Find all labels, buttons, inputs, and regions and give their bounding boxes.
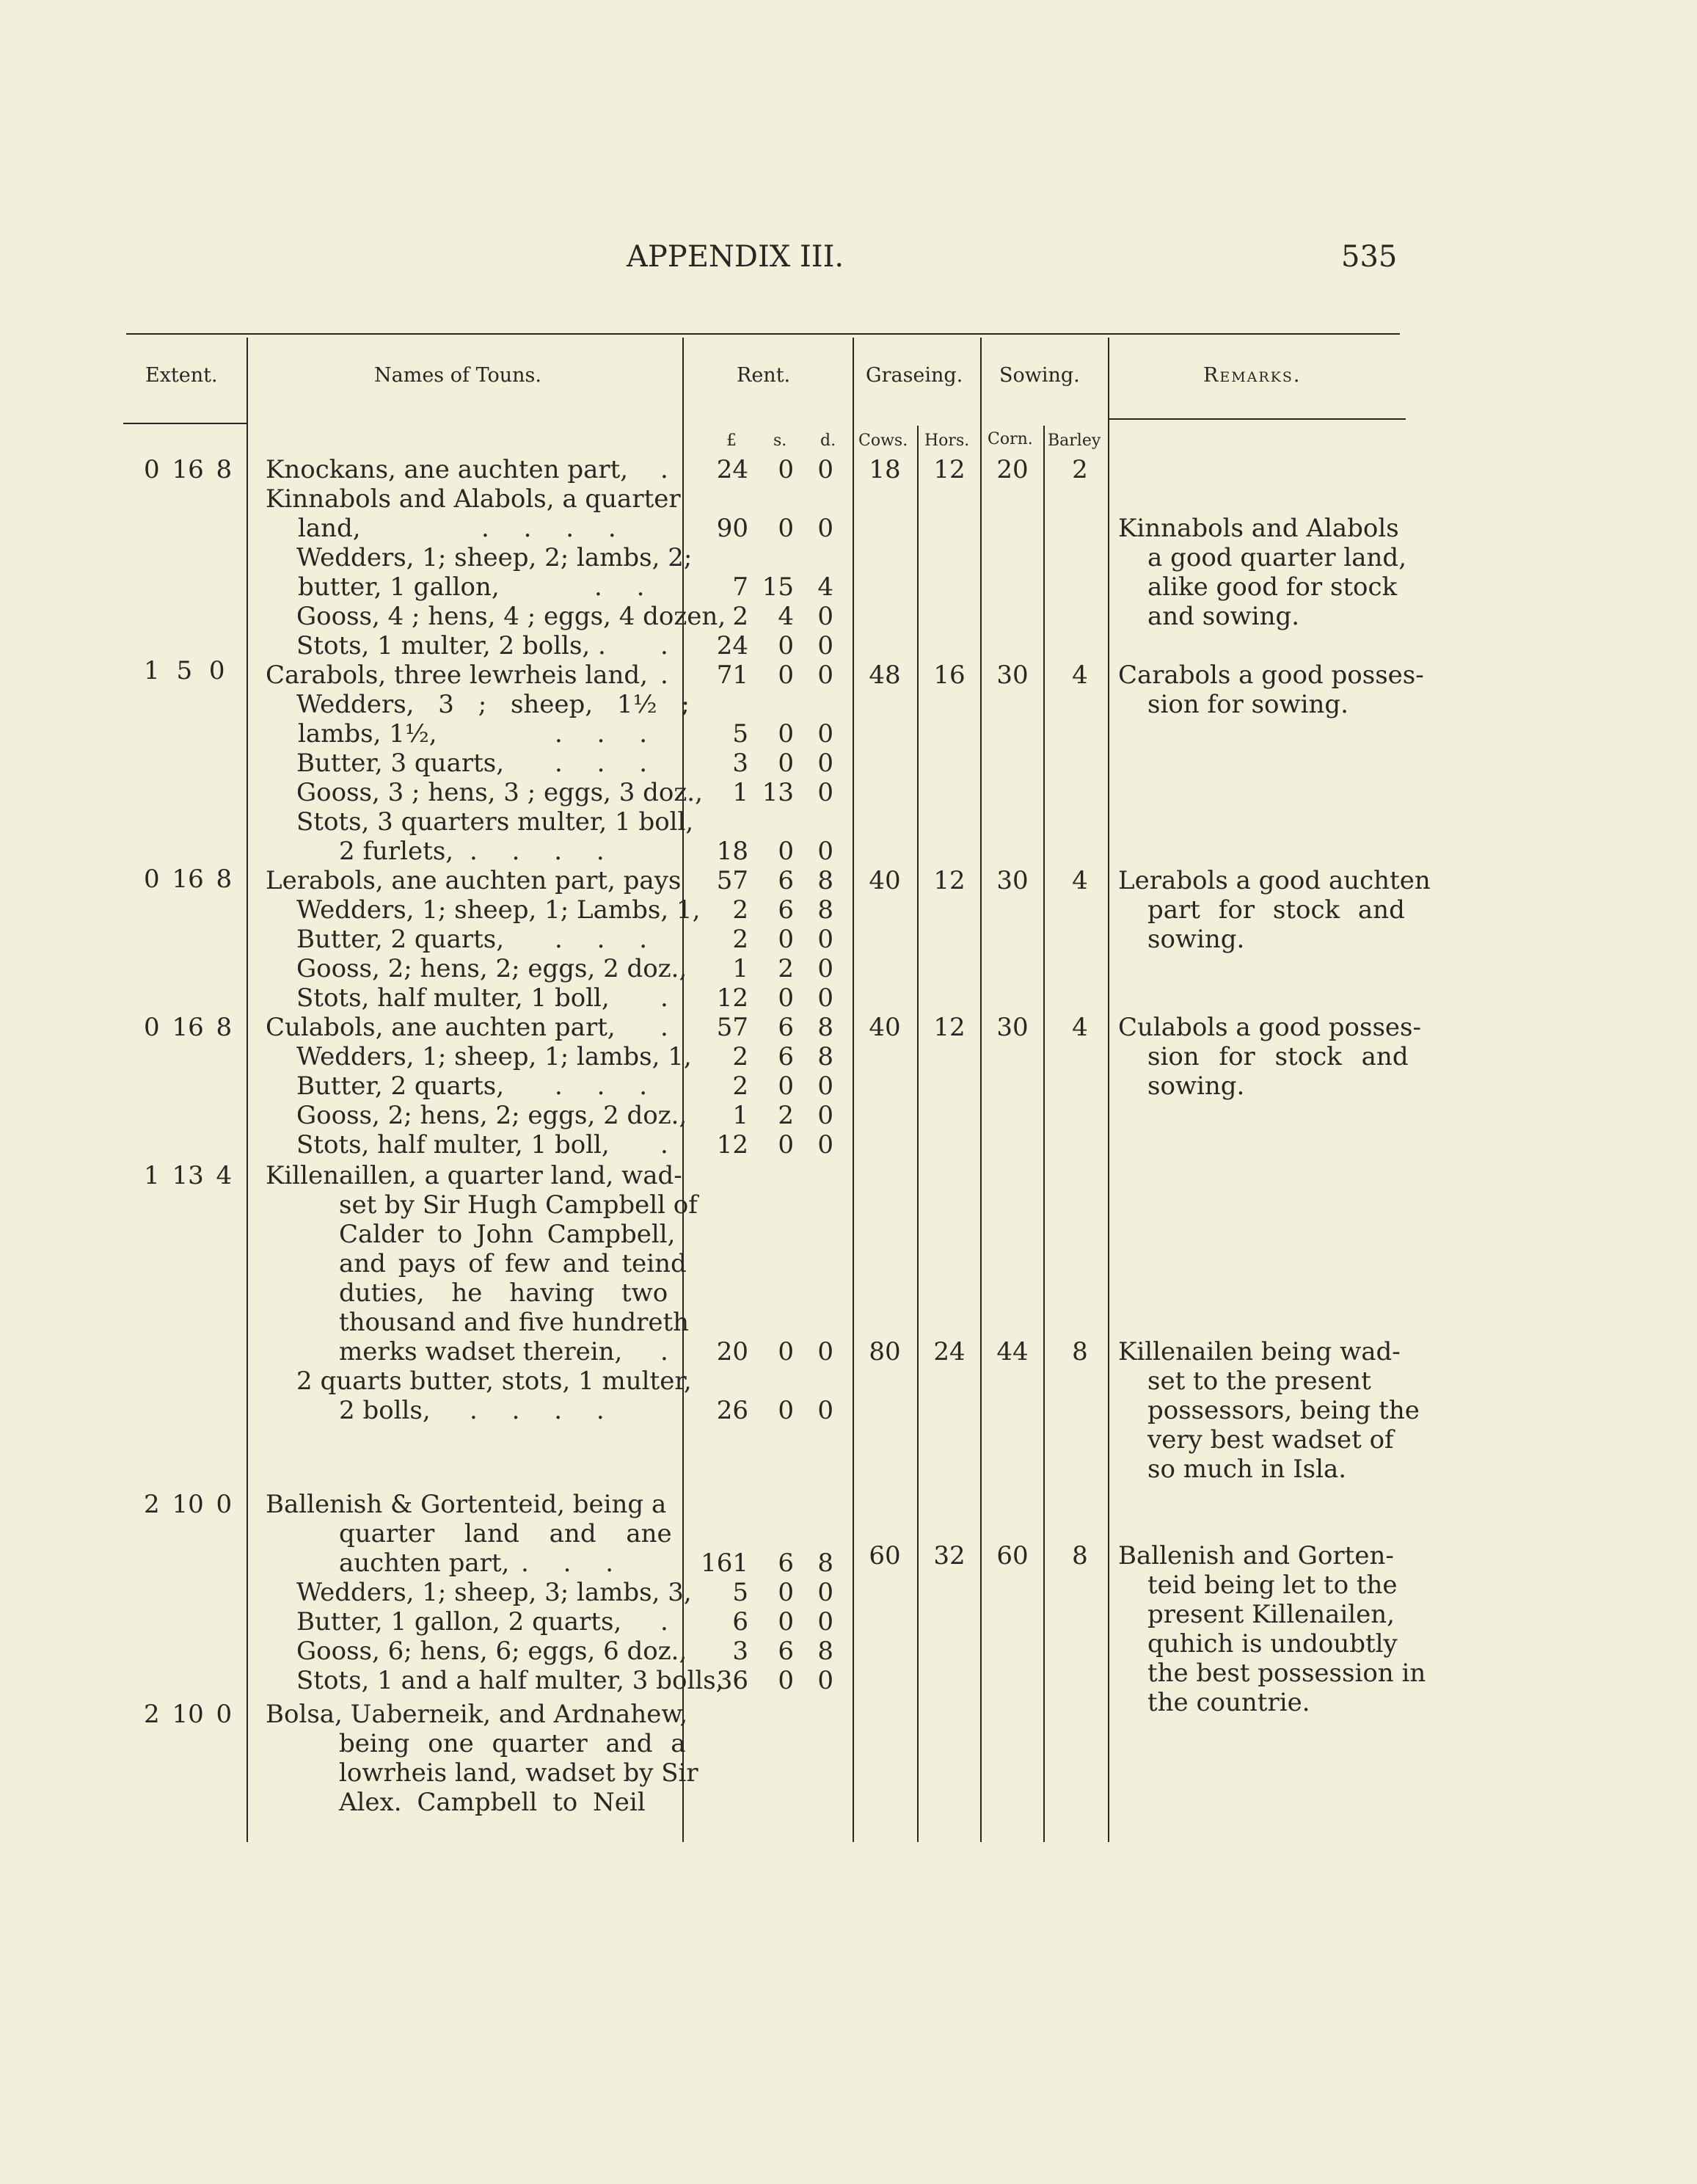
toun-line: Gooss, 6; hens, 6; eggs, 6 doz.,: [296, 1637, 687, 1666]
corn-sown: 20: [996, 455, 1029, 484]
rent-pounds: 71: [716, 660, 748, 690]
toun-line: Wedders, 3 ; sheep, 1½ ;: [296, 690, 690, 719]
rent-pounds: 90: [716, 514, 748, 543]
remark-line: very best wadset of: [1147, 1425, 1394, 1455]
toun-line: Calder to John Campbell,: [339, 1220, 676, 1249]
extent-value: 0 16 8: [144, 455, 233, 484]
rent-pence: 8: [817, 895, 833, 925]
rent-pounds: 18: [716, 837, 748, 866]
rent-pounds: 6: [732, 1607, 748, 1637]
rent-shillings: 6: [778, 1548, 794, 1578]
rent-pence: 0: [817, 631, 833, 660]
toun-line: 2 quarts butter, stots, 1 multer,: [296, 1366, 692, 1396]
rent-pounds: 20: [716, 1337, 748, 1366]
dot-leader: .: [660, 1130, 682, 1160]
dot-leader: .: [660, 1607, 682, 1637]
rent-shillings: 6: [778, 1042, 794, 1071]
remark-line: the best possession in: [1147, 1659, 1426, 1688]
toun-line: duties, he having two: [339, 1278, 668, 1308]
page-number: 535: [1341, 240, 1398, 274]
toun-line: Stots, half multer, 1 boll,: [296, 983, 610, 1013]
toun-line: Gooss, 2; hens, 2; eggs, 2 doz.,: [296, 954, 687, 983]
rent-pence: 0: [817, 925, 833, 954]
subheading-hors: Hors.: [924, 432, 970, 450]
rent-shillings: 0: [778, 631, 794, 660]
dot-leader: . . .: [555, 925, 661, 954]
toun-line: Butter, 2 quarts,: [296, 925, 505, 954]
rent-pence: 0: [817, 1578, 833, 1607]
remark-line: a good quarter land,: [1147, 543, 1406, 572]
dot-leader: .: [660, 1337, 682, 1366]
corn-sown: 30: [996, 660, 1029, 690]
rent-shillings: 0: [778, 1607, 794, 1637]
toun-line: Carabols, three lewrheis land,: [266, 660, 648, 690]
corn-sown: 30: [996, 866, 1029, 895]
remark-line: quhich is undoubtly: [1147, 1629, 1398, 1659]
rent-pence: 8: [817, 1013, 833, 1042]
extent-value: 0 16 8: [144, 864, 233, 894]
barley-sown: 4: [1072, 660, 1088, 690]
header-bottom-rule-left: [123, 423, 248, 424]
rent-shillings: 0: [778, 514, 794, 543]
column-divider-sowing: [1108, 338, 1109, 1842]
rent-pounds: 2: [732, 925, 748, 954]
remark-line: teid being let to the: [1147, 1570, 1398, 1600]
toun-line: set by Sir Hugh Campbell of: [339, 1190, 698, 1220]
remark-line: the countrie.: [1147, 1688, 1310, 1717]
toun-line: Stots, 1 and a half multer, 3 bolls,: [296, 1666, 724, 1695]
corn-sown: 30: [996, 1013, 1029, 1042]
toun-line: Stots, half multer, 1 boll,: [296, 1130, 610, 1160]
toun-line: Butter, 2 quarts,: [296, 1071, 505, 1101]
remark-line: sowing.: [1147, 925, 1245, 954]
dot-leader: .: [660, 660, 682, 690]
horses-count: 16: [933, 660, 966, 690]
remark-line: set to the present: [1147, 1366, 1371, 1396]
remark-line: Kinnabols and Alabols: [1118, 514, 1399, 543]
rent-pence: 0: [817, 983, 833, 1013]
toun-line: lambs, 1½,: [298, 719, 437, 749]
remark-line: sion for sowing.: [1147, 690, 1349, 719]
rent-pence: 0: [817, 1666, 833, 1695]
barley-sown: 4: [1072, 866, 1088, 895]
toun-line: 2 bolls,: [339, 1396, 431, 1425]
rent-pence: 0: [817, 514, 833, 543]
extent-value: 1 13 4: [144, 1161, 233, 1190]
toun-line: Wedders, 1; sheep, 3; lambs, 3,: [296, 1578, 692, 1607]
rent-pounds: 5: [732, 719, 748, 749]
dot-leader: .: [660, 1013, 682, 1042]
extent-value: 1 5 0: [144, 656, 225, 685]
rent-pounds: 12: [716, 983, 748, 1013]
toun-line: Wedders, 1; sheep, 2; lambs, 2;: [296, 543, 693, 572]
column-divider-rent: [853, 338, 854, 1842]
rent-pence: 8: [817, 866, 833, 895]
rent-pence: 8: [817, 1548, 833, 1578]
rent-pence: 0: [817, 1337, 833, 1366]
horses-count: 12: [933, 1013, 966, 1042]
rent-pounds: 7: [732, 572, 748, 602]
rent-pounds: 2: [732, 895, 748, 925]
rent-shillings: 0: [778, 1337, 794, 1366]
corn-sown: 60: [996, 1541, 1029, 1570]
toun-line: Gooss, 4 ; hens, 4 ; eggs, 4 dozen,: [296, 602, 726, 631]
dot-leader: . . .: [555, 719, 661, 749]
cows-count: 60: [869, 1541, 901, 1570]
extent-value: 2 10 0: [144, 1700, 233, 1729]
remark-line: Carabols a good posses-: [1118, 660, 1424, 690]
remark-line: Lerabols a good auchten: [1118, 866, 1431, 895]
toun-line: Killenaillen, a quarter land, wad-: [266, 1161, 682, 1190]
dot-leader: .: [660, 455, 682, 484]
rent-pounds: 1: [732, 1101, 748, 1130]
horses-count: 12: [933, 455, 966, 484]
cows-count: 40: [869, 1013, 901, 1042]
horses-count: 24: [933, 1337, 966, 1366]
rent-shillings: 15: [762, 572, 794, 602]
rent-pence: 0: [817, 837, 833, 866]
rent-pence: 0: [817, 1130, 833, 1160]
remark-line: part for stock and: [1147, 895, 1405, 925]
toun-line: thousand and five hundreth: [339, 1308, 690, 1337]
rent-pounds: 3: [732, 1637, 748, 1666]
dot-leader: . . . .: [481, 514, 629, 543]
rent-shillings: 6: [778, 1013, 794, 1042]
toun-line: auchten part,: [339, 1548, 510, 1578]
toun-line: Culabols, ane auchten part,: [266, 1013, 616, 1042]
running-title: APPENDIX III.: [627, 240, 844, 274]
rent-pence: 0: [817, 1101, 833, 1130]
rent-pence: 0: [817, 954, 833, 983]
remark-line: present Killenailen,: [1147, 1600, 1395, 1629]
toun-line: merks wadset therein,: [339, 1337, 623, 1366]
cows-count: 18: [869, 455, 901, 484]
rent-pence: 0: [817, 455, 833, 484]
dot-leader: . . . .: [470, 1396, 618, 1425]
rent-shillings: 0: [778, 1666, 794, 1695]
rent-pence: 8: [817, 1042, 833, 1071]
remark-line: possessors, being the: [1147, 1396, 1420, 1425]
rent-shillings: 0: [778, 925, 794, 954]
column-divider-extent: [247, 338, 248, 1842]
rent-pounds: 5: [732, 1578, 748, 1607]
rent-shillings: 6: [778, 866, 794, 895]
rent-pounds: 1: [732, 778, 748, 807]
barley-sown: 4: [1072, 1013, 1088, 1042]
subheading-corn: Corn.: [988, 430, 1033, 448]
barley-sown: 8: [1072, 1541, 1088, 1570]
toun-line: Ballenish & Gortenteid, being a: [266, 1490, 667, 1519]
remark-line: sion for stock and: [1147, 1042, 1409, 1071]
rent-pence: 0: [817, 660, 833, 690]
rent-pounds: 24: [716, 455, 748, 484]
rent-pounds: 57: [716, 1013, 748, 1042]
rent-shillings: 0: [778, 660, 794, 690]
rent-pounds: 2: [732, 602, 748, 631]
toun-line: land,: [298, 514, 361, 543]
rent-shillings: 0: [778, 719, 794, 749]
rent-pounds: 57: [716, 866, 748, 895]
remark-line: sowing.: [1147, 1071, 1245, 1101]
column-divider-graseing: [980, 338, 982, 1842]
cows-count: 48: [869, 660, 901, 690]
rent-shillings: 0: [778, 1130, 794, 1160]
rent-pounds: 161: [701, 1548, 748, 1578]
heading-sowing: Sowing.: [999, 364, 1080, 387]
dot-leader: . . .: [521, 1548, 627, 1578]
heading-graseing: Graseing.: [866, 364, 963, 387]
rent-shillings: 6: [778, 1637, 794, 1666]
rent-shillings: 2: [778, 1101, 794, 1130]
rent-shillings: 6: [778, 895, 794, 925]
column-divider-corn: [1043, 426, 1045, 1842]
rent-shillings: 0: [778, 749, 794, 778]
rent-pence: 0: [817, 749, 833, 778]
dot-leader: .: [660, 631, 682, 660]
subheading-barley: Barley: [1048, 432, 1101, 450]
toun-line: being one quarter and a: [339, 1729, 686, 1758]
toun-line: lowrheis land, wadset by Sir: [339, 1758, 698, 1788]
heading-extent: Extent.: [145, 364, 218, 387]
table-top-rule: [126, 333, 1400, 335]
toun-line: Bolsa, Uaberneik, and Ardnahew,: [266, 1700, 688, 1729]
dot-leader: . . .: [555, 749, 661, 778]
header-bottom-rule-right: [1109, 418, 1406, 420]
subheading-cows: Cows.: [858, 432, 908, 450]
rent-pounds: 3: [732, 749, 748, 778]
subheading-shillings: s.: [773, 432, 787, 450]
toun-line: Stots, 3 quarters multer, 1 boll,: [296, 807, 694, 837]
toun-line: 2 furlets,: [339, 837, 454, 866]
dot-leader: .: [660, 983, 682, 1013]
heading-remarks: Remarks.: [1203, 364, 1302, 387]
horses-count: 12: [933, 866, 966, 895]
rent-pounds: 1: [732, 954, 748, 983]
barley-sown: 2: [1072, 455, 1088, 484]
toun-line: Gooss, 3 ; hens, 3 ; eggs, 3 doz.,: [296, 778, 703, 807]
toun-line: Wedders, 1; sheep, 1; Lambs, 1,: [296, 895, 701, 925]
rent-pence: 0: [817, 1396, 833, 1425]
remark-line: alike good for stock: [1147, 572, 1398, 602]
dot-leader: . . . .: [470, 837, 618, 866]
remark-line: Killenailen being wad-: [1118, 1337, 1401, 1366]
rent-shillings: 0: [778, 1578, 794, 1607]
toun-line: Butter, 1 gallon, 2 quarts,: [296, 1607, 622, 1637]
toun-line: Stots, 1 multer, 2 bolls, .: [296, 631, 606, 660]
corn-sown: 44: [996, 1337, 1029, 1366]
rent-shillings: 0: [778, 983, 794, 1013]
rent-shillings: 2: [778, 954, 794, 983]
remark-line: Culabols a good posses-: [1118, 1013, 1421, 1042]
rent-pence: 0: [817, 1607, 833, 1637]
toun-line: quarter land and ane: [339, 1519, 672, 1548]
rent-pounds: 24: [716, 631, 748, 660]
dot-leader: . .: [594, 572, 658, 602]
remark-line: Ballenish and Gorten-: [1118, 1541, 1394, 1570]
toun-line: Wedders, 1; sheep, 1; lambs, 1,: [296, 1042, 692, 1071]
rent-pence: 8: [817, 1637, 833, 1666]
dot-leader: . . .: [555, 1071, 661, 1101]
extent-value: 0 16 8: [144, 1013, 233, 1042]
rent-pence: 0: [817, 719, 833, 749]
toun-line: and pays of few and teind: [339, 1249, 687, 1278]
cows-count: 40: [869, 866, 901, 895]
rent-pounds: 12: [716, 1130, 748, 1160]
barley-sown: 8: [1072, 1337, 1088, 1366]
rent-pounds: 2: [732, 1042, 748, 1071]
toun-line: Alex. Campbell to Neil: [339, 1788, 646, 1817]
rent-pounds: 26: [716, 1396, 748, 1425]
toun-line: Kinnabols and Alabols, a quarter: [266, 484, 681, 514]
rent-shillings: 0: [778, 1071, 794, 1101]
toun-line: Gooss, 2; hens, 2; eggs, 2 doz.,: [296, 1101, 687, 1130]
rent-shillings: 0: [778, 455, 794, 484]
toun-line: butter, 1 gallon,: [298, 572, 500, 602]
rent-pence: 0: [817, 778, 833, 807]
extent-value: 2 10 0: [144, 1490, 233, 1519]
column-divider-cows: [917, 426, 919, 1842]
rent-pence: 0: [817, 1071, 833, 1101]
toun-line: Butter, 3 quarts,: [296, 749, 505, 778]
rent-pounds: 36: [716, 1666, 748, 1695]
heading-rent: Rent.: [737, 364, 791, 387]
toun-line: Lerabols, ane auchten part, pays: [266, 866, 682, 895]
remark-line: and sowing.: [1147, 602, 1300, 631]
cows-count: 80: [869, 1337, 901, 1366]
subheading-pound: £: [726, 432, 737, 450]
subheading-pence: d.: [820, 432, 836, 450]
rent-shillings: 0: [778, 1396, 794, 1425]
horses-count: 32: [933, 1541, 966, 1570]
toun-line: Knockans, ane auchten part,: [266, 455, 629, 484]
heading-names: Names of Touns.: [374, 364, 541, 387]
rent-pence: 4: [817, 572, 833, 602]
rent-pounds: 2: [732, 1071, 748, 1101]
rent-shillings: 4: [778, 602, 794, 631]
rent-shillings: 13: [762, 778, 794, 807]
rent-pence: 0: [817, 602, 833, 631]
rent-shillings: 0: [778, 837, 794, 866]
remark-line: so much in Isla.: [1147, 1455, 1347, 1484]
